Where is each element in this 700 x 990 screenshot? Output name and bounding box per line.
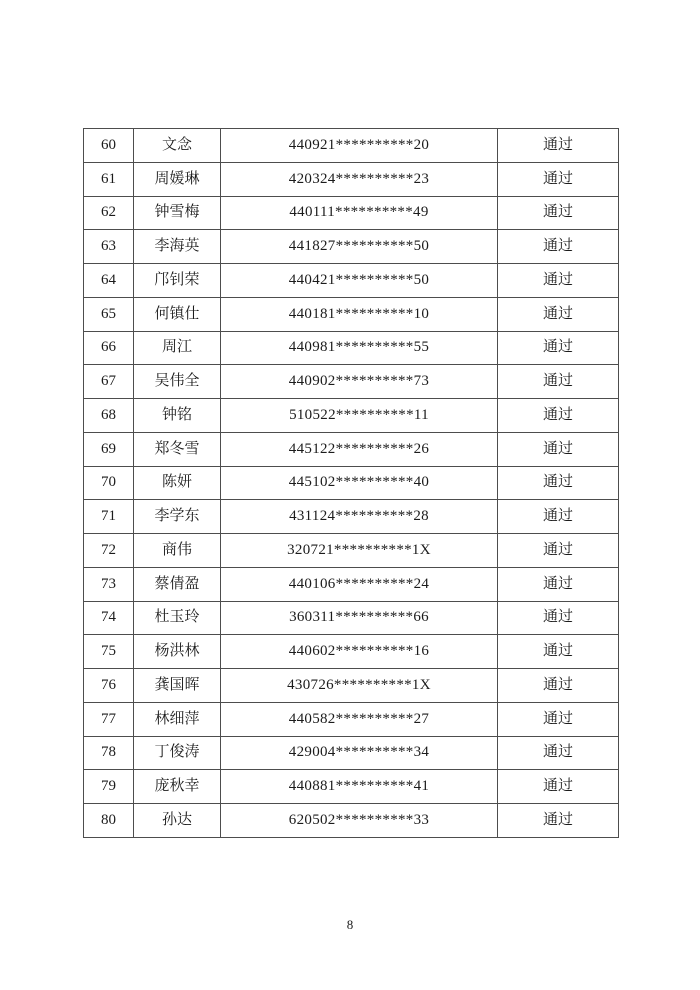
row-index-cell: 66	[84, 331, 134, 365]
row-id-cell: 440106**********24	[221, 567, 498, 601]
table-row	[84, 804, 619, 838]
row-status-cell: 通过	[498, 331, 619, 365]
row-name-cell: 陈妍	[134, 466, 221, 500]
row-status-cell: 通过	[498, 162, 619, 196]
row-id-cell: 445102**********40	[221, 466, 498, 500]
row-name-cell: 吴伟全	[134, 365, 221, 399]
row-id-cell: 440421**********50	[221, 264, 498, 298]
row-id-cell: 440181**********10	[221, 297, 498, 331]
row-id-cell: 430726**********1X	[221, 669, 498, 703]
row-id-cell: 440111**********49	[221, 196, 498, 230]
row-index-cell: 75	[84, 635, 134, 669]
row-status-cell: 通过	[498, 399, 619, 433]
row-index-cell: 64	[84, 264, 134, 298]
row-index-cell: 70	[84, 466, 134, 500]
row-index-cell: 79	[84, 770, 134, 804]
row-name-cell: 钟雪梅	[134, 196, 221, 230]
row-name-cell: 丁俊涛	[134, 736, 221, 770]
row-index-cell: 65	[84, 297, 134, 331]
row-name-cell: 何镇仕	[134, 297, 221, 331]
row-status-cell: 通过	[498, 432, 619, 466]
row-status-cell: 通过	[498, 601, 619, 635]
row-id-cell: 440981**********55	[221, 331, 498, 365]
row-name-cell: 李海英	[134, 230, 221, 264]
row-name-cell: 孙达	[134, 804, 221, 838]
table-row	[84, 129, 619, 163]
table-row	[84, 567, 619, 601]
table-row	[84, 399, 619, 433]
row-id-cell: 440602**********16	[221, 635, 498, 669]
table-row	[84, 770, 619, 804]
row-name-cell: 蔡倩盈	[134, 567, 221, 601]
table-row	[84, 635, 619, 669]
row-index-cell: 72	[84, 534, 134, 568]
row-status-cell: 通过	[498, 196, 619, 230]
row-name-cell: 郑冬雪	[134, 432, 221, 466]
table-row	[84, 466, 619, 500]
table-row	[84, 736, 619, 770]
row-index-cell: 78	[84, 736, 134, 770]
table-row	[84, 534, 619, 568]
row-index-cell: 69	[84, 432, 134, 466]
row-name-cell: 杜玉玲	[134, 601, 221, 635]
row-name-cell: 邝钊荣	[134, 264, 221, 298]
row-id-cell: 440902**********73	[221, 365, 498, 399]
row-name-cell: 钟铭	[134, 399, 221, 433]
row-status-cell: 通过	[498, 702, 619, 736]
row-id-cell: 360311**********66	[221, 601, 498, 635]
row-status-cell: 通过	[498, 669, 619, 703]
row-status-cell: 通过	[498, 230, 619, 264]
row-id-cell: 445122**********26	[221, 432, 498, 466]
row-index-cell: 74	[84, 601, 134, 635]
row-name-cell: 周媛琳	[134, 162, 221, 196]
row-index-cell: 80	[84, 804, 134, 838]
table-row	[84, 669, 619, 703]
table-row	[84, 297, 619, 331]
table-row	[84, 264, 619, 298]
row-status-cell: 通过	[498, 466, 619, 500]
row-index-cell: 71	[84, 500, 134, 534]
row-status-cell: 通过	[498, 534, 619, 568]
row-status-cell: 通过	[498, 770, 619, 804]
row-status-cell: 通过	[498, 264, 619, 298]
row-index-cell: 67	[84, 365, 134, 399]
row-name-cell: 庞秋幸	[134, 770, 221, 804]
roster-table-body	[84, 129, 619, 838]
row-id-cell: 429004**********34	[221, 736, 498, 770]
row-name-cell: 周江	[134, 331, 221, 365]
table-row	[84, 365, 619, 399]
row-status-cell: 通过	[498, 365, 619, 399]
row-index-cell: 61	[84, 162, 134, 196]
row-id-cell: 431124**********28	[221, 500, 498, 534]
roster-table	[83, 128, 619, 838]
row-status-cell: 通过	[498, 804, 619, 838]
row-id-cell: 440881**********41	[221, 770, 498, 804]
row-id-cell: 440921**********20	[221, 129, 498, 163]
row-id-cell: 620502**********33	[221, 804, 498, 838]
row-id-cell: 440582**********27	[221, 702, 498, 736]
page-number: 8	[346, 917, 354, 932]
row-name-cell: 林细萍	[134, 702, 221, 736]
row-index-cell: 76	[84, 669, 134, 703]
table-row	[84, 702, 619, 736]
row-name-cell: 杨洪林	[134, 635, 221, 669]
row-status-cell: 通过	[498, 736, 619, 770]
table-row	[84, 331, 619, 365]
table-row	[84, 432, 619, 466]
row-id-cell: 441827**********50	[221, 230, 498, 264]
row-index-cell: 62	[84, 196, 134, 230]
row-index-cell: 68	[84, 399, 134, 433]
table-row	[84, 500, 619, 534]
row-status-cell: 通过	[498, 297, 619, 331]
row-name-cell: 龚国晖	[134, 669, 221, 703]
table-row	[84, 196, 619, 230]
row-index-cell: 77	[84, 702, 134, 736]
row-id-cell: 320721**********1X	[221, 534, 498, 568]
row-id-cell: 510522**********11	[221, 399, 498, 433]
row-status-cell: 通过	[498, 129, 619, 163]
row-index-cell: 73	[84, 567, 134, 601]
row-name-cell: 商伟	[134, 534, 221, 568]
row-index-cell: 63	[84, 230, 134, 264]
row-index-cell: 60	[84, 129, 134, 163]
table-row	[84, 601, 619, 635]
row-id-cell: 420324**********23	[221, 162, 498, 196]
table-row	[84, 230, 619, 264]
row-status-cell: 通过	[498, 567, 619, 601]
row-name-cell: 李学东	[134, 500, 221, 534]
row-status-cell: 通过	[498, 635, 619, 669]
row-status-cell: 通过	[498, 500, 619, 534]
row-name-cell: 文念	[134, 129, 221, 163]
table-row	[84, 162, 619, 196]
